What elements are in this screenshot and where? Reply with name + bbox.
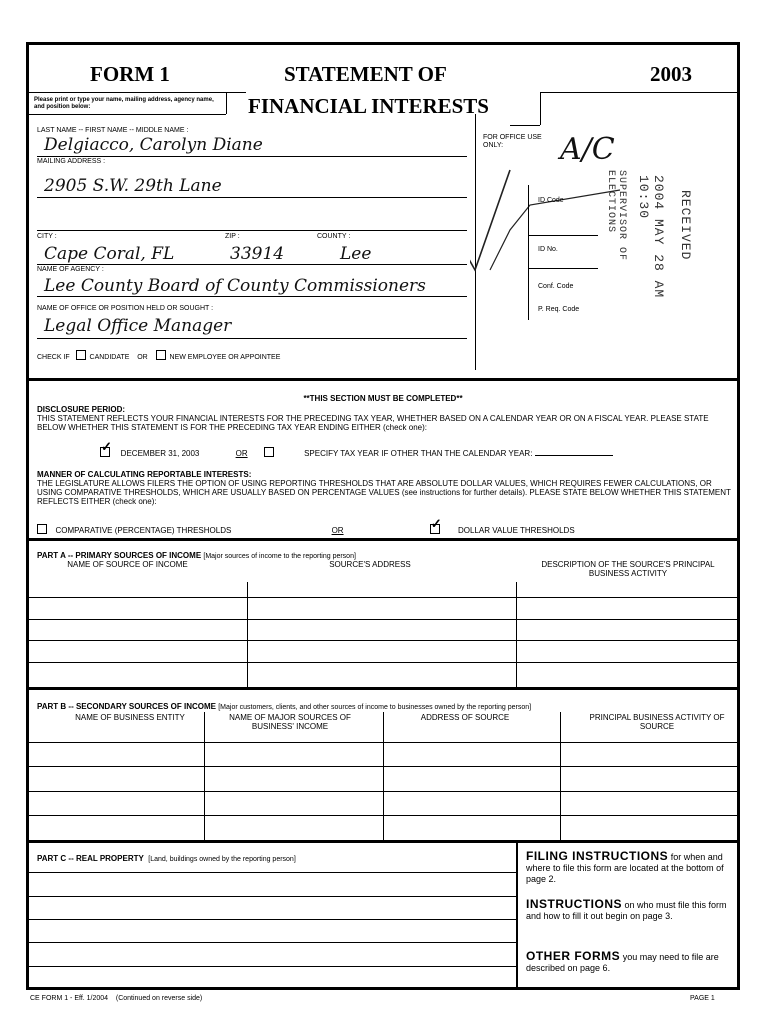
stamp-elections: SUPERVISOR OF ELECTIONS [605, 170, 627, 262]
position-value[interactable]: Legal Office Manager [44, 316, 232, 336]
county-label: COUNTY : [317, 233, 351, 240]
filing-text: for when and where to file this form are located at the bottom of page 2. [526, 852, 724, 884]
part-b-col2: NAME OF MAJOR SOURCES OF BUSINESS' INCOME [229, 713, 351, 731]
specify-field[interactable] [535, 455, 613, 456]
manner-label: MANNER OF CALCULATING REPORTABLE INTERESTS: [37, 470, 252, 479]
city-label: CITY : [37, 233, 57, 240]
part-a-note: [Major sources of income to the reporting person] [203, 553, 356, 560]
filing-instructions [526, 851, 731, 885]
part-b-note: [Major customers, clients, and other sources of income to businesses owned by the reporting person] [218, 704, 532, 711]
candidate-checkbox[interactable] [76, 350, 86, 360]
print-note: Please print or type your name, mailing address, agency name, and position below: [34, 97, 214, 110]
new-employee-checkbox[interactable] [156, 350, 166, 360]
stamp-received: RECEIVED [678, 190, 693, 261]
instr-head: INSTRUCTIONS [526, 897, 622, 911]
footer-continued: (Continued on reverse side) [115, 995, 203, 1002]
filing-head: FILING INSTRUCTIONS [526, 849, 669, 863]
must-complete: **THIS SECTION MUST BE COMPLETED** [303, 394, 463, 403]
mailing-label: MAILING ADDRESS : [37, 158, 106, 165]
manner-text: THE LEGISLATURE ALLOWS FILERS THE OPTION OF USING REPORTING THRESHOLDS THAT ARE ABSOLUTE DOLLAR VALUES, WHICH REQUIRES FEWER CALCULATIONS, OR USING COMPARATIVE THRESHOLDS, WHICH ARE USUALLY BASED ON PERCENTAGE VALUES (see instructions for further details). PLEASE STATE BELOW WHETHER THIS STATEMENT REFLECTS EITHER (check one): [37, 479, 731, 506]
id-no-label: ID No. [538, 246, 558, 253]
part-b-heading [37, 702, 531, 712]
period-or: OR [235, 449, 248, 458]
footer-left [30, 995, 202, 1003]
county-value[interactable]: Lee [340, 244, 372, 264]
specify-checkbox[interactable] [264, 447, 274, 457]
form-label: FORM 1 [90, 62, 170, 86]
candidate-label: CANDIDATE [89, 354, 130, 361]
check-if-label: CHECK IF [37, 354, 70, 361]
part-c-note: [Land, buildings owned by the reporting person] [148, 856, 296, 863]
period-text: THIS STATEMENT REFLECTS YOUR FINANCIAL INTERESTS FOR THE PRECEDING TAX YEAR, WHETHER BASED ON A CALENDAR YEAR OR ON A FISCAL YEAR. PLEASE STATE BELOW WHETHER THIS STATEMENT IS FOR THE PRECEDING TAX YEAR ENDING EITHER (check one): [37, 414, 709, 432]
part-b-col4: PRINCIPAL BUSINESS ACTIVITY OF SOURCE [589, 713, 725, 731]
zip-value[interactable]: 33914 [230, 244, 285, 264]
office-use-label: FOR OFFICE USE ONLY: [483, 134, 542, 149]
part-c-heading [37, 854, 296, 864]
p-req-code-label: P. Req. Code [538, 306, 580, 313]
part-a-title: PART A -- PRIMARY SOURCES OF INCOME [37, 551, 202, 560]
manner-or: OR [331, 526, 344, 535]
stamp-date: 2004 MAY 28 AM 10:30 [636, 175, 666, 299]
dollar-label: DOLLAR VALUE THRESHOLDS [458, 526, 575, 535]
part-a-col3: DESCRIPTION OF THE SOURCE'S PRINCIPAL BUSINESS ACTIVITY [541, 560, 715, 578]
office-initials: A/C [560, 132, 615, 167]
period-label: DISCLOSURE PERIOD: [37, 405, 126, 414]
instructions-who [526, 899, 731, 922]
other-head: OTHER FORMS [526, 949, 621, 963]
manner-choices [37, 524, 727, 535]
agency-label: NAME OF AGENCY : [37, 266, 104, 273]
period-choices [100, 447, 720, 458]
part-b-col3: ADDRESS OF SOURCE [420, 713, 510, 722]
other-text: you may need to file are described on page 6. [526, 952, 719, 973]
part-a-col1: NAME OF SOURCE OF INCOME [67, 560, 188, 569]
footer-page: PAGE 1 [690, 995, 715, 1002]
city-value[interactable]: Cape Coral, FL [44, 244, 175, 264]
comparative-label: COMPARATIVE (PERCENTAGE) THRESHOLDS [55, 526, 232, 535]
title-line2: FINANCIAL INTERESTS [248, 94, 489, 118]
comparative-checkbox[interactable] [37, 524, 47, 534]
part-c-title: PART C -- REAL PROPERTY [37, 854, 144, 863]
name-value[interactable]: Delgiacco, Carolyn Diane [44, 135, 263, 155]
dec31-checkbox[interactable] [100, 447, 110, 457]
or-label: OR [137, 354, 148, 361]
mailing-value[interactable]: 2905 S.W. 29th Lane [44, 176, 222, 196]
id-code-label: ID Code [538, 197, 564, 204]
agency-value[interactable]: Lee County Board of County Commissioners [44, 276, 426, 296]
part-b-title: PART B -- SECONDARY SOURCES OF INCOME [37, 702, 216, 711]
other-forms [526, 951, 731, 974]
new-employee-label: NEW EMPLOYEE OR APPOINTEE [169, 354, 281, 361]
zip-label: ZIP : [225, 233, 240, 240]
part-b-col1: NAME OF BUSINESS ENTITY [75, 713, 185, 722]
part-a-col2: SOURCE'S ADDRESS [329, 560, 411, 569]
instr-text: on who must file this form and how to fill it out begin on page 3. [526, 900, 727, 921]
title-line1: STATEMENT OF [284, 62, 447, 86]
form-year: 2003 [650, 62, 692, 86]
check-if-row [37, 350, 280, 362]
position-label: NAME OF OFFICE OR POSITION HELD OR SOUGHT : [37, 305, 214, 312]
name-label: LAST NAME -- FIRST NAME -- MIDDLE NAME : [37, 127, 189, 134]
conf-code-label: Conf. Code [538, 283, 574, 290]
dollar-checkbox[interactable] [430, 524, 440, 534]
specify-label: SPECIFY TAX YEAR IF OTHER THAN THE CALENDAR YEAR: [304, 449, 533, 458]
footer-form-id: CE FORM 1 - Eff. 1/2004 [30, 995, 109, 1002]
dec31-label: DECEMBER 31, 2003 [120, 449, 200, 458]
